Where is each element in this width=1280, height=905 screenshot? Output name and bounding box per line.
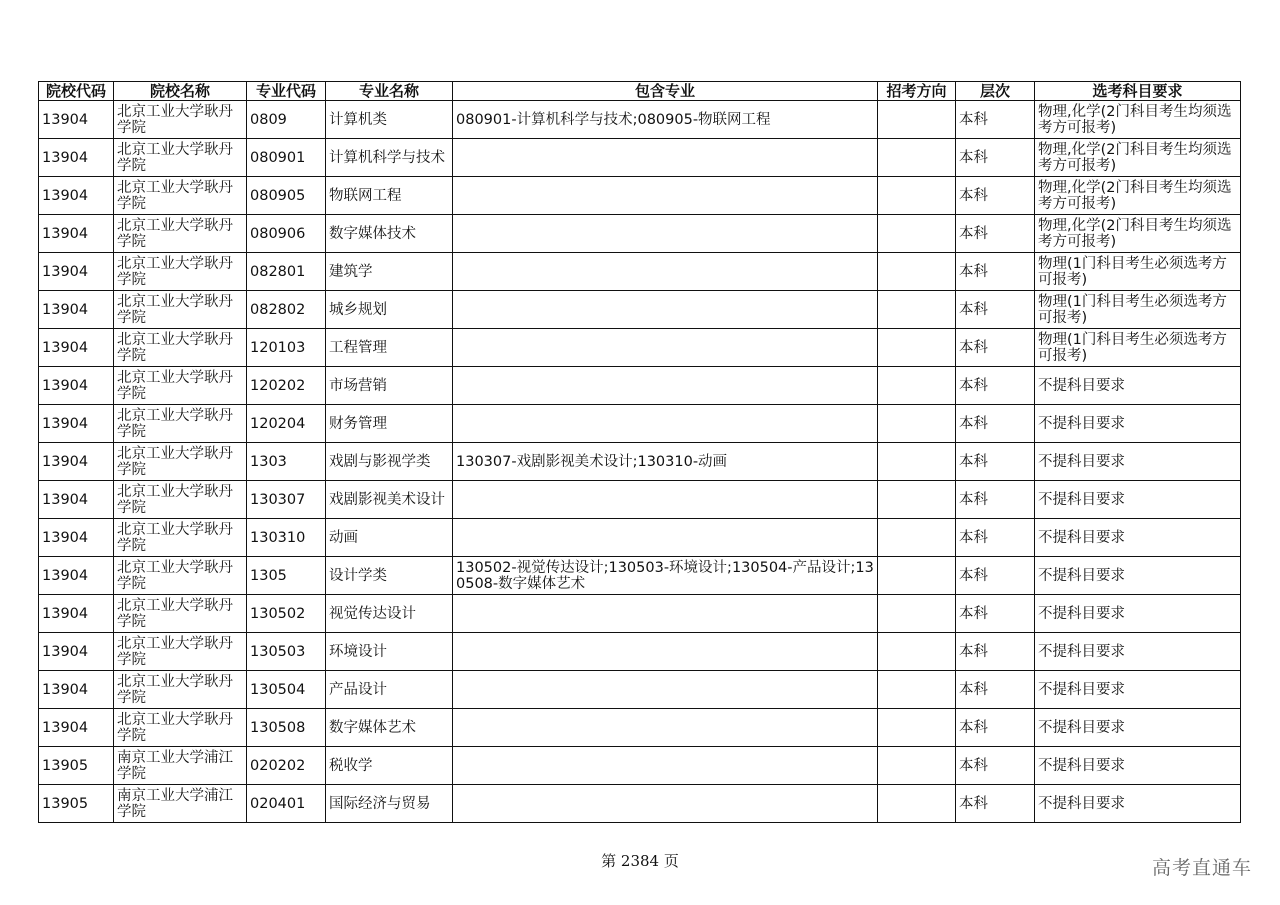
direction-cell — [878, 177, 956, 215]
school-code-cell: 13904 — [39, 367, 114, 405]
school-code-cell: 13904 — [39, 633, 114, 671]
subject-requirements-cell: 物理(1门科目考生必须选考方可报考) — [1035, 291, 1241, 329]
major-code-cell: 080901 — [247, 139, 326, 177]
school-code-cell: 13904 — [39, 557, 114, 595]
subject-requirements-cell: 不提科目要求 — [1035, 709, 1241, 747]
school-name-cell: 北京工业大学耿丹学院 — [114, 253, 247, 291]
major-code-cell: 120202 — [247, 367, 326, 405]
major-name-cell: 物联网工程 — [326, 177, 453, 215]
school-name-cell: 北京工业大学耿丹学院 — [114, 557, 247, 595]
subject-requirements-cell: 不提科目要求 — [1035, 747, 1241, 785]
table-row — [39, 291, 1241, 329]
school-code-cell: 13904 — [39, 595, 114, 633]
subject-requirements-cell: 不提科目要求 — [1035, 481, 1241, 519]
major-code-cell: 1303 — [247, 443, 326, 481]
major-name-cell: 设计学类 — [326, 557, 453, 595]
school-name-cell: 北京工业大学耿丹学院 — [114, 139, 247, 177]
major-name-cell: 产品设计 — [326, 671, 453, 709]
subject-requirements-cell: 物理,化学(2门科目考生均须选考方可报考) — [1035, 215, 1241, 253]
major-code-cell: 130503 — [247, 633, 326, 671]
table-row — [39, 329, 1241, 367]
included-majors-cell — [453, 747, 878, 785]
direction-cell — [878, 329, 956, 367]
major-name-cell: 计算机类 — [326, 101, 453, 139]
direction-cell — [878, 443, 956, 481]
table-row — [39, 101, 1241, 139]
subject-requirements-cell: 物理,化学(2门科目考生均须选考方可报考) — [1035, 139, 1241, 177]
major-name-cell: 数字媒体艺术 — [326, 709, 453, 747]
watermark-logo: 高考直通车 — [1151, 857, 1252, 879]
direction-cell — [878, 595, 956, 633]
level-cell: 本科 — [956, 215, 1035, 253]
school-code-cell: 13904 — [39, 215, 114, 253]
major-code-cell: 130502 — [247, 595, 326, 633]
school-code-cell: 13904 — [39, 671, 114, 709]
table-row — [39, 595, 1241, 633]
school-name-cell: 北京工业大学耿丹学院 — [114, 329, 247, 367]
school-name-cell: 北京工业大学耿丹学院 — [114, 633, 247, 671]
major-code-cell: 080906 — [247, 215, 326, 253]
included-majors-cell — [453, 481, 878, 519]
subject-requirements-cell: 物理,化学(2门科目考生均须选考方可报考) — [1035, 101, 1241, 139]
level-cell: 本科 — [956, 481, 1035, 519]
level-cell: 本科 — [956, 139, 1035, 177]
major-name-cell: 建筑学 — [326, 253, 453, 291]
direction-cell — [878, 519, 956, 557]
school-code-cell: 13904 — [39, 481, 114, 519]
subject-requirements-cell: 不提科目要求 — [1035, 671, 1241, 709]
school-name-cell: 北京工业大学耿丹学院 — [114, 291, 247, 329]
direction-cell — [878, 785, 956, 823]
direction-cell — [878, 633, 956, 671]
direction-cell — [878, 291, 956, 329]
subject-requirements-cell: 物理(1门科目考生必须选考方可报考) — [1035, 329, 1241, 367]
major-name-cell: 戏剧与影视学类 — [326, 443, 453, 481]
table-row — [39, 177, 1241, 215]
major-name-cell: 财务管理 — [326, 405, 453, 443]
included-majors-cell — [453, 671, 878, 709]
school-name-cell: 南京工业大学浦江学院 — [114, 785, 247, 823]
included-majors-cell — [453, 633, 878, 671]
table-row — [39, 215, 1241, 253]
school-code-cell: 13904 — [39, 291, 114, 329]
major-name-cell: 戏剧影视美术设计 — [326, 481, 453, 519]
level-cell: 本科 — [956, 177, 1035, 215]
included-majors-cell: 130502-视觉传达设计;130503-环境设计;130504-产品设计;130508-数字媒体艺术 — [453, 557, 878, 595]
school-name-cell: 南京工业大学浦江学院 — [114, 747, 247, 785]
major-name-cell: 市场营销 — [326, 367, 453, 405]
school-name-cell: 北京工业大学耿丹学院 — [114, 595, 247, 633]
subject-requirements-cell: 物理,化学(2门科目考生均须选考方可报考) — [1035, 177, 1241, 215]
school-code-cell: 13904 — [39, 177, 114, 215]
major-code-cell: 1305 — [247, 557, 326, 595]
table-row — [39, 253, 1241, 291]
table-row — [39, 633, 1241, 671]
level-cell: 本科 — [956, 633, 1035, 671]
major-code-cell: 120103 — [247, 329, 326, 367]
school-name-cell: 北京工业大学耿丹学院 — [114, 443, 247, 481]
school-name-cell: 北京工业大学耿丹学院 — [114, 481, 247, 519]
direction-cell — [878, 557, 956, 595]
major-name-cell: 计算机科学与技术 — [326, 139, 453, 177]
school-code-cell: 13904 — [39, 329, 114, 367]
school-code-cell: 13904 — [39, 519, 114, 557]
school-name-cell: 北京工业大学耿丹学院 — [114, 519, 247, 557]
major-code-cell: 130307 — [247, 481, 326, 519]
school-code-cell: 13905 — [39, 785, 114, 823]
subject-requirements-cell: 物理(1门科目考生必须选考方可报考) — [1035, 253, 1241, 291]
included-majors-cell — [453, 709, 878, 747]
level-cell: 本科 — [956, 329, 1035, 367]
table-row — [39, 405, 1241, 443]
level-cell: 本科 — [956, 557, 1035, 595]
level-cell: 本科 — [956, 785, 1035, 823]
major-name-cell: 环境设计 — [326, 633, 453, 671]
subject-requirements-cell: 不提科目要求 — [1035, 785, 1241, 823]
table-row — [39, 785, 1241, 823]
direction-cell — [878, 405, 956, 443]
table-row — [39, 139, 1241, 177]
included-majors-cell — [453, 253, 878, 291]
level-cell: 本科 — [956, 291, 1035, 329]
subject-requirements-cell: 不提科目要求 — [1035, 519, 1241, 557]
included-majors-cell — [453, 291, 878, 329]
major-code-cell: 130504 — [247, 671, 326, 709]
table-row — [39, 519, 1241, 557]
page-number: 第 2384 页 — [601, 852, 679, 870]
subject-requirements-cell: 不提科目要求 — [1035, 443, 1241, 481]
major-code-cell: 020202 — [247, 747, 326, 785]
included-majors-cell: 080901-计算机科学与技术;080905-物联网工程 — [453, 101, 878, 139]
col-header-subject-requirements: 选考科目要求 — [1035, 82, 1241, 101]
col-header-level: 层次 — [956, 82, 1035, 101]
school-name-cell: 北京工业大学耿丹学院 — [114, 709, 247, 747]
level-cell: 本科 — [956, 101, 1035, 139]
level-cell: 本科 — [956, 253, 1035, 291]
major-name-cell: 国际经济与贸易 — [326, 785, 453, 823]
major-name-cell: 动画 — [326, 519, 453, 557]
subject-requirements-cell: 不提科目要求 — [1035, 367, 1241, 405]
school-code-cell: 13904 — [39, 139, 114, 177]
subject-requirements-cell: 不提科目要求 — [1035, 557, 1241, 595]
table-row — [39, 443, 1241, 481]
school-code-cell: 13904 — [39, 405, 114, 443]
direction-cell — [878, 253, 956, 291]
level-cell: 本科 — [956, 709, 1035, 747]
school-name-cell: 北京工业大学耿丹学院 — [114, 101, 247, 139]
direction-cell — [878, 139, 956, 177]
included-majors-cell — [453, 177, 878, 215]
included-majors-cell — [453, 519, 878, 557]
level-cell: 本科 — [956, 747, 1035, 785]
school-code-cell: 13904 — [39, 253, 114, 291]
school-name-cell: 北京工业大学耿丹学院 — [114, 405, 247, 443]
col-header-major-name: 专业名称 — [326, 82, 453, 101]
direction-cell — [878, 747, 956, 785]
major-name-cell: 视觉传达设计 — [326, 595, 453, 633]
table-header-row — [39, 82, 1241, 101]
included-majors-cell — [453, 215, 878, 253]
admissions-table — [38, 81, 1241, 823]
direction-cell — [878, 215, 956, 253]
direction-cell — [878, 709, 956, 747]
table-row — [39, 481, 1241, 519]
major-name-cell: 税收学 — [326, 747, 453, 785]
col-header-school-code: 院校代码 — [39, 82, 114, 101]
major-code-cell: 120204 — [247, 405, 326, 443]
table-row — [39, 709, 1241, 747]
subject-requirements-cell: 不提科目要求 — [1035, 405, 1241, 443]
school-name-cell: 北京工业大学耿丹学院 — [114, 177, 247, 215]
included-majors-cell: 130307-戏剧影视美术设计;130310-动画 — [453, 443, 878, 481]
school-code-cell: 13904 — [39, 443, 114, 481]
level-cell: 本科 — [956, 443, 1035, 481]
level-cell: 本科 — [956, 519, 1035, 557]
school-code-cell: 13904 — [39, 709, 114, 747]
school-code-cell: 13905 — [39, 747, 114, 785]
major-name-cell: 数字媒体技术 — [326, 215, 453, 253]
level-cell: 本科 — [956, 405, 1035, 443]
table-row — [39, 557, 1241, 595]
level-cell: 本科 — [956, 595, 1035, 633]
table-row — [39, 671, 1241, 709]
direction-cell — [878, 101, 956, 139]
major-code-cell: 0809 — [247, 101, 326, 139]
school-code-cell: 13904 — [39, 101, 114, 139]
table-body — [39, 101, 1241, 823]
major-code-cell: 020401 — [247, 785, 326, 823]
major-name-cell: 工程管理 — [326, 329, 453, 367]
major-code-cell: 082802 — [247, 291, 326, 329]
level-cell: 本科 — [956, 671, 1035, 709]
included-majors-cell — [453, 329, 878, 367]
major-code-cell: 130310 — [247, 519, 326, 557]
direction-cell — [878, 481, 956, 519]
included-majors-cell — [453, 595, 878, 633]
included-majors-cell — [453, 367, 878, 405]
table-row — [39, 367, 1241, 405]
col-header-school-name: 院校名称 — [114, 82, 247, 101]
school-name-cell: 北京工业大学耿丹学院 — [114, 367, 247, 405]
table-row — [39, 747, 1241, 785]
level-cell: 本科 — [956, 367, 1035, 405]
col-header-direction: 招考方向 — [878, 82, 956, 101]
direction-cell — [878, 367, 956, 405]
included-majors-cell — [453, 139, 878, 177]
included-majors-cell — [453, 785, 878, 823]
major-code-cell: 130508 — [247, 709, 326, 747]
col-header-included-majors: 包含专业 — [453, 82, 878, 101]
major-code-cell: 080905 — [247, 177, 326, 215]
school-name-cell: 北京工业大学耿丹学院 — [114, 671, 247, 709]
school-name-cell: 北京工业大学耿丹学院 — [114, 215, 247, 253]
major-name-cell: 城乡规划 — [326, 291, 453, 329]
major-code-cell: 082801 — [247, 253, 326, 291]
included-majors-cell — [453, 405, 878, 443]
subject-requirements-cell: 不提科目要求 — [1035, 633, 1241, 671]
col-header-major-code: 专业代码 — [247, 82, 326, 101]
subject-requirements-cell: 不提科目要求 — [1035, 595, 1241, 633]
direction-cell — [878, 671, 956, 709]
